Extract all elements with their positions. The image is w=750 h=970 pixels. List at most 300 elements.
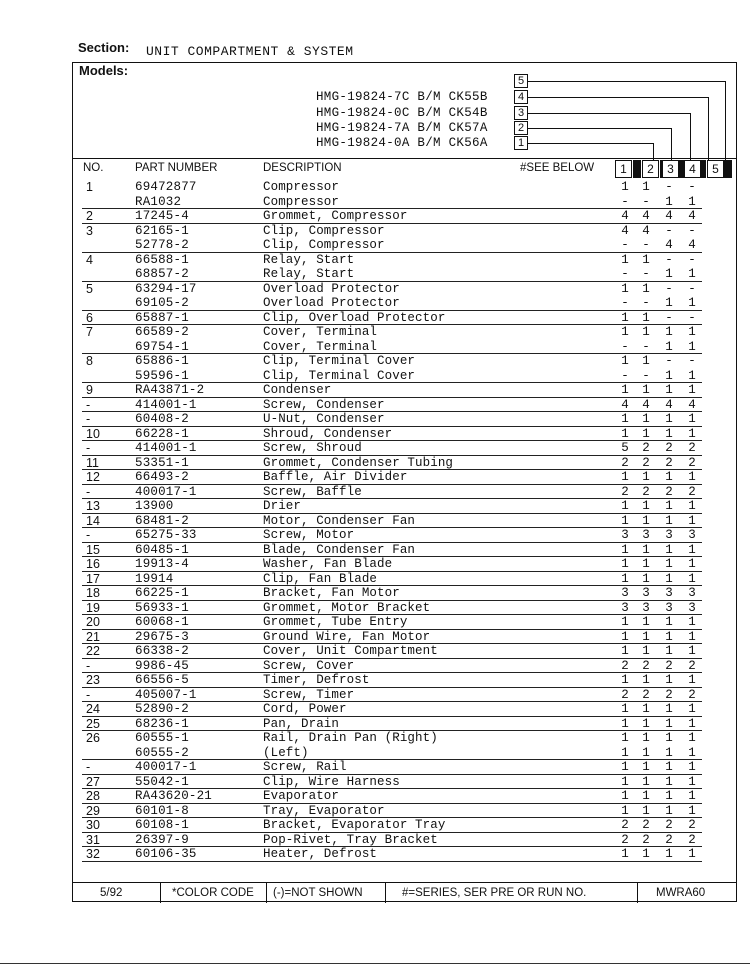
qty-model-3: 1 (665, 789, 673, 803)
item-number: 13 (86, 499, 100, 513)
qty-model-3: 2 (665, 484, 673, 499)
qty-model-3: 2 (665, 455, 673, 470)
item-number: 14 (86, 513, 100, 528)
part-number: 66556-5 (135, 673, 189, 687)
qty-model-1: 1 (621, 789, 629, 803)
part-number: 66225-1 (135, 586, 189, 600)
qty-model-2: 1 (642, 281, 650, 296)
qty-model-3: 1 (665, 803, 673, 818)
table-row (72, 224, 737, 239)
part-description: Evaporator (263, 789, 340, 803)
table-row (72, 325, 737, 340)
qty-model-3: 1 (665, 412, 673, 426)
qty-model-3: 1 (665, 499, 673, 513)
table-row (72, 717, 737, 732)
footer-bar (72, 882, 737, 903)
qty-model-3: 1 (665, 673, 673, 687)
qty-model-2: 1 (642, 557, 650, 571)
table-row (72, 195, 737, 210)
connector-2 (528, 128, 672, 129)
qty-model-2: 1 (642, 803, 650, 818)
column-model-5: 5 (707, 160, 724, 178)
part-number: 60108-1 (135, 818, 189, 832)
qty-model-1: 1 (621, 745, 629, 760)
table-row (72, 427, 737, 442)
qty-model-1: 1 (621, 644, 629, 658)
section-title: UNIT COMPARTMENT & SYSTEM (146, 44, 354, 59)
qty-model-4: 1 (688, 426, 696, 441)
table-row (72, 499, 737, 514)
qty-model-1: 4 (621, 209, 629, 223)
part-description: Clip, Wire Harness (263, 774, 400, 789)
part-description: Compressor (263, 194, 340, 209)
qty-model-3: 4 (665, 397, 673, 412)
table-row (72, 760, 737, 775)
part-description: Cord, Power (263, 702, 347, 716)
qty-model-4: 1 (688, 542, 696, 557)
qty-model-4: 4 (688, 209, 696, 223)
qty-model-2: 1 (642, 615, 650, 629)
qty-model-3: 2 (665, 687, 673, 702)
part-number: 63294-17 (135, 281, 197, 296)
table-row (72, 180, 737, 195)
qty-model-3: 3 (665, 586, 673, 600)
part-description: Shroud, Condenser (263, 426, 393, 441)
part-description: Screw, Condenser (263, 397, 385, 412)
footer-not-shown: (-)=NOT SHOWN (273, 887, 363, 899)
qty-model-1: 3 (621, 528, 629, 542)
qty-model-4: 1 (688, 571, 696, 586)
qty-model-4: 1 (688, 368, 696, 383)
qty-model-2: 4 (642, 209, 650, 223)
part-description: Ground Wire, Fan Motor (263, 629, 431, 644)
item-number: 28 (86, 789, 100, 803)
part-number: 55042-1 (135, 774, 189, 789)
item-number: 16 (86, 557, 100, 571)
table-row (72, 673, 737, 688)
qty-model-4: 3 (688, 600, 696, 615)
table-row (72, 572, 737, 587)
part-description: Tray, Evaporator (263, 803, 385, 818)
qty-model-2: 2 (642, 687, 650, 702)
connector-4 (528, 97, 709, 98)
table-row (72, 847, 737, 862)
table-row (72, 789, 737, 804)
qty-model-2: - (642, 194, 650, 209)
model-line-2: HMG-19824-7A B/M CK57A (316, 121, 488, 135)
part-description: Bracket, Fan Motor (263, 586, 400, 600)
qty-model-3: 1 (665, 194, 673, 209)
qty-model-2: 1 (642, 774, 650, 789)
item-number: 21 (86, 629, 100, 644)
qty-model-3: 1 (665, 368, 673, 383)
qty-model-2: - (642, 368, 650, 383)
part-number: 66493-2 (135, 470, 189, 484)
footer-doc-id: MWRA60 (656, 887, 706, 899)
part-description: Blade, Condenser Fan (263, 542, 416, 557)
qty-model-3: 2 (665, 832, 673, 847)
qty-model-4: - (688, 354, 696, 368)
part-number: 60485-1 (135, 542, 189, 557)
part-number: 65275-33 (135, 528, 197, 542)
item-number: 1 (86, 180, 93, 194)
part-number: 56933-1 (135, 600, 189, 615)
qty-model-2: 3 (642, 600, 650, 615)
qty-model-2: 1 (642, 571, 650, 586)
part-number: 414001-1 (135, 441, 197, 455)
qty-model-4: 1 (688, 339, 696, 354)
item-number: 25 (86, 716, 100, 731)
part-description: Motor, Condenser Fan (263, 513, 416, 528)
qty-model-4: - (688, 180, 696, 194)
qty-model-1: 1 (621, 354, 629, 368)
part-description: Screw, Shroud (263, 441, 362, 455)
model-box-2: 2 (514, 121, 528, 135)
item-number: - (86, 760, 91, 774)
qty-model-1: 1 (621, 615, 629, 629)
part-description: Cover, Terminal (263, 325, 378, 339)
qty-model-2: 1 (642, 310, 650, 325)
table-row (72, 485, 737, 500)
connector-3 (528, 113, 691, 114)
part-description: Overload Protector (263, 296, 400, 310)
table-row (72, 746, 737, 761)
item-number: 22 (86, 644, 100, 658)
qty-model-4: 1 (688, 644, 696, 658)
qty-model-3: 2 (665, 658, 673, 673)
qty-model-4: 4 (688, 397, 696, 412)
qty-model-2: 2 (642, 832, 650, 847)
item-number: 8 (86, 354, 93, 368)
qty-model-3: - (665, 223, 673, 238)
part-number: 66338-2 (135, 644, 189, 658)
part-number: 9986-45 (135, 658, 189, 673)
part-number: 53351-1 (135, 455, 189, 470)
model-line-1: HMG-19824-0A B/M CK56A (316, 136, 488, 150)
part-number: 69754-1 (135, 339, 189, 354)
item-number: - (86, 441, 91, 455)
table-row (72, 311, 737, 326)
item-number: - (86, 528, 91, 542)
qty-model-3: 1 (665, 296, 673, 310)
part-description: Cover, Terminal (263, 339, 378, 354)
qty-model-1: 1 (621, 803, 629, 818)
qty-model-2: 1 (642, 383, 650, 397)
part-description: Relay, Start (263, 267, 355, 281)
qty-model-4: - (688, 252, 696, 267)
part-description: Clip, Terminal Cover (263, 368, 416, 383)
part-number: 405007-1 (135, 687, 197, 702)
qty-model-4: 1 (688, 325, 696, 339)
qty-model-1: 1 (621, 513, 629, 528)
qty-model-1: 3 (621, 586, 629, 600)
item-number: 9 (86, 383, 93, 397)
table-row (72, 630, 737, 645)
item-number: 12 (86, 470, 100, 484)
column-model-1-marker (633, 160, 641, 178)
item-number: 4 (86, 252, 93, 267)
table-row (72, 412, 737, 427)
part-number: 59596-1 (135, 368, 189, 383)
qty-model-4: 1 (688, 745, 696, 760)
qty-model-2: 2 (642, 455, 650, 470)
table-row (72, 644, 737, 659)
table-row (72, 209, 737, 224)
qty-model-1: 1 (621, 412, 629, 426)
connector-1 (528, 143, 654, 144)
parts-rows (72, 180, 737, 862)
part-number: 13900 (135, 499, 174, 513)
qty-model-2: - (642, 296, 650, 310)
qty-model-1: 1 (621, 629, 629, 644)
qty-model-1: 1 (621, 673, 629, 687)
part-description: Timer, Defrost (263, 673, 370, 687)
qty-model-1: 1 (621, 760, 629, 774)
table-row (72, 282, 737, 297)
part-number: 60106-35 (135, 847, 197, 861)
table-row (72, 267, 737, 282)
part-number: 52890-2 (135, 702, 189, 716)
part-number: 69472877 (135, 180, 197, 194)
qty-model-4: 1 (688, 513, 696, 528)
item-number: 2 (86, 209, 93, 223)
model-line-4: HMG-19824-7C B/M CK55B (316, 90, 488, 104)
qty-model-4: 3 (688, 586, 696, 600)
qty-model-3: 1 (665, 542, 673, 557)
qty-model-2: 1 (642, 513, 650, 528)
part-description: Grommet, Motor Bracket (263, 600, 431, 615)
qty-model-2: 3 (642, 528, 650, 542)
qty-model-4: - (688, 310, 696, 325)
qty-model-4: 1 (688, 716, 696, 731)
part-description: Grommet, Tube Entry (263, 615, 408, 629)
qty-model-2: 1 (642, 731, 650, 745)
table-row (72, 398, 737, 413)
qty-model-4: - (688, 281, 696, 296)
qty-model-1: 1 (621, 847, 629, 861)
item-number: 24 (86, 702, 100, 716)
qty-model-1: - (621, 339, 629, 354)
part-description: Washer, Fan Blade (263, 557, 393, 571)
part-description: Rail, Drain Pan (Right) (263, 731, 438, 745)
qty-model-4: 1 (688, 629, 696, 644)
qty-model-3: - (665, 281, 673, 296)
model-line-3: HMG-19824-0C B/M CK54B (316, 106, 488, 120)
part-description: Screw, Motor (263, 528, 355, 542)
table-row (72, 557, 737, 572)
table-row (72, 775, 737, 790)
qty-model-3: 1 (665, 702, 673, 716)
qty-model-1: 2 (621, 455, 629, 470)
qty-model-2: - (642, 339, 650, 354)
part-description: Drier (263, 499, 302, 513)
qty-model-4: 1 (688, 412, 696, 426)
part-number: 60408-2 (135, 412, 189, 426)
table-row (72, 296, 737, 311)
qty-model-2: 2 (642, 441, 650, 455)
qty-model-3: 1 (665, 513, 673, 528)
footer-color-code: *COLOR CODE (172, 887, 254, 899)
part-number: 29675-3 (135, 629, 189, 644)
qty-model-3: - (665, 180, 673, 194)
qty-model-2: 1 (642, 716, 650, 731)
table-row (72, 383, 737, 398)
column-description: DESCRIPTION (263, 162, 342, 174)
qty-model-4: 1 (688, 383, 696, 397)
qty-model-4: 1 (688, 499, 696, 513)
part-number: 400017-1 (135, 760, 197, 774)
column-part-number: PART NUMBER (135, 162, 218, 174)
table-row (72, 470, 737, 485)
item-number: 30 (86, 818, 100, 832)
part-number: 60555-1 (135, 731, 189, 745)
qty-model-4: 1 (688, 194, 696, 209)
qty-model-2: 2 (642, 484, 650, 499)
part-number: 17245-4 (135, 209, 189, 223)
model-box-5: 5 (514, 74, 528, 88)
part-description: Relay, Start (263, 252, 355, 267)
part-number: RA43871-2 (135, 383, 205, 397)
qty-model-2: 1 (642, 629, 650, 644)
part-number: 414001-1 (135, 397, 197, 412)
part-number: 60555-2 (135, 745, 189, 760)
qty-model-1: 3 (621, 600, 629, 615)
qty-model-1: - (621, 296, 629, 310)
qty-model-2: 1 (642, 412, 650, 426)
table-row (72, 731, 737, 746)
qty-model-1: 2 (621, 832, 629, 847)
qty-model-1: 1 (621, 716, 629, 731)
qty-model-1: 2 (621, 484, 629, 499)
qty-model-4: 4 (688, 238, 696, 252)
table-row (72, 688, 737, 703)
qty-model-1: 2 (621, 658, 629, 673)
qty-model-3: 1 (665, 339, 673, 354)
qty-model-2: 2 (642, 658, 650, 673)
part-description: Clip, Terminal Cover (263, 354, 416, 368)
qty-model-3: 1 (665, 557, 673, 571)
model-box-1: 1 (514, 136, 528, 150)
table-row (72, 702, 737, 717)
part-number: 66228-1 (135, 426, 189, 441)
qty-model-3: 1 (665, 267, 673, 281)
part-number: RA43620-21 (135, 789, 213, 803)
qty-model-3: 1 (665, 716, 673, 731)
part-number: RA1032 (135, 194, 182, 209)
part-description: Screw, Timer (263, 687, 355, 702)
qty-model-4: 1 (688, 774, 696, 789)
table-row (72, 818, 737, 833)
part-description: Grommet, Condenser Tubing (263, 455, 454, 470)
qty-model-1: 1 (621, 774, 629, 789)
part-description: U-Nut, Condenser (263, 412, 385, 426)
part-number: 19914 (135, 571, 174, 586)
column-model-4: 4 (684, 160, 701, 178)
qty-model-3: 1 (665, 629, 673, 644)
part-description: Clip, Overload Protector (263, 310, 446, 325)
footer-date: 5/92 (100, 887, 123, 899)
qty-model-1: 5 (621, 441, 629, 455)
column-model-1: 1 (615, 160, 632, 178)
part-description: Screw, Cover (263, 658, 355, 673)
table-row (72, 615, 737, 630)
part-description: Pan, Drain (263, 716, 340, 731)
qty-model-3: 1 (665, 731, 673, 745)
qty-model-4: 1 (688, 470, 696, 484)
qty-model-4: 1 (688, 267, 696, 281)
table-row (72, 528, 737, 543)
part-description: Baffle, Air Divider (263, 470, 408, 484)
qty-model-4: 1 (688, 731, 696, 745)
qty-model-3: 4 (665, 238, 673, 252)
part-description: Cover, Unit Compartment (263, 644, 438, 658)
item-number: 6 (86, 310, 93, 325)
qty-model-1: 1 (621, 470, 629, 484)
qty-model-1: 1 (621, 325, 629, 339)
item-number: 7 (86, 325, 93, 339)
column-see-below: #SEE BELOW (520, 162, 595, 174)
qty-model-2: 1 (642, 673, 650, 687)
qty-model-3: 1 (665, 426, 673, 441)
table-row (72, 369, 737, 384)
column-model-3: 3 (662, 160, 679, 178)
table-row (72, 833, 737, 848)
qty-model-4: 1 (688, 702, 696, 716)
qty-model-2: 2 (642, 818, 650, 832)
qty-model-1: - (621, 238, 629, 252)
item-number: 29 (86, 803, 100, 818)
qty-model-2: 1 (642, 180, 650, 194)
qty-model-2: 1 (642, 847, 650, 861)
qty-model-1: 1 (621, 310, 629, 325)
qty-model-1: - (621, 194, 629, 209)
part-number: 68481-2 (135, 513, 189, 528)
item-number: - (86, 658, 91, 673)
qty-model-3: 1 (665, 325, 673, 339)
column-no: NO. (83, 162, 104, 174)
qty-model-4: 1 (688, 557, 696, 571)
part-description: Grommet, Compressor (263, 209, 408, 223)
part-description: Screw, Rail (263, 760, 347, 774)
part-description: Screw, Baffle (263, 484, 362, 499)
qty-model-1: - (621, 368, 629, 383)
item-number: 23 (86, 673, 100, 687)
part-number: 68236-1 (135, 716, 189, 731)
qty-model-2: 1 (642, 354, 650, 368)
part-number: 19913-4 (135, 557, 189, 571)
qty-model-3: 1 (665, 774, 673, 789)
qty-model-1: 2 (621, 818, 629, 832)
item-number: - (86, 397, 91, 412)
qty-model-2: - (642, 267, 650, 281)
qty-model-3: - (665, 310, 673, 325)
model-box-4: 4 (514, 90, 528, 104)
part-number: 62165-1 (135, 223, 189, 238)
qty-model-1: 1 (621, 383, 629, 397)
part-description: Heater, Defrost (263, 847, 378, 861)
item-number: 19 (86, 600, 100, 615)
qty-model-4: 2 (688, 658, 696, 673)
qty-model-4: 2 (688, 818, 696, 832)
models-label: Models: (79, 63, 129, 78)
item-number: 26 (86, 731, 100, 745)
table-row (72, 441, 737, 456)
qty-model-1: 1 (621, 499, 629, 513)
part-description: Bracket, Evaporator Tray (263, 818, 446, 832)
qty-model-3: 1 (665, 847, 673, 861)
qty-model-2: 1 (642, 542, 650, 557)
qty-model-4: 1 (688, 789, 696, 803)
